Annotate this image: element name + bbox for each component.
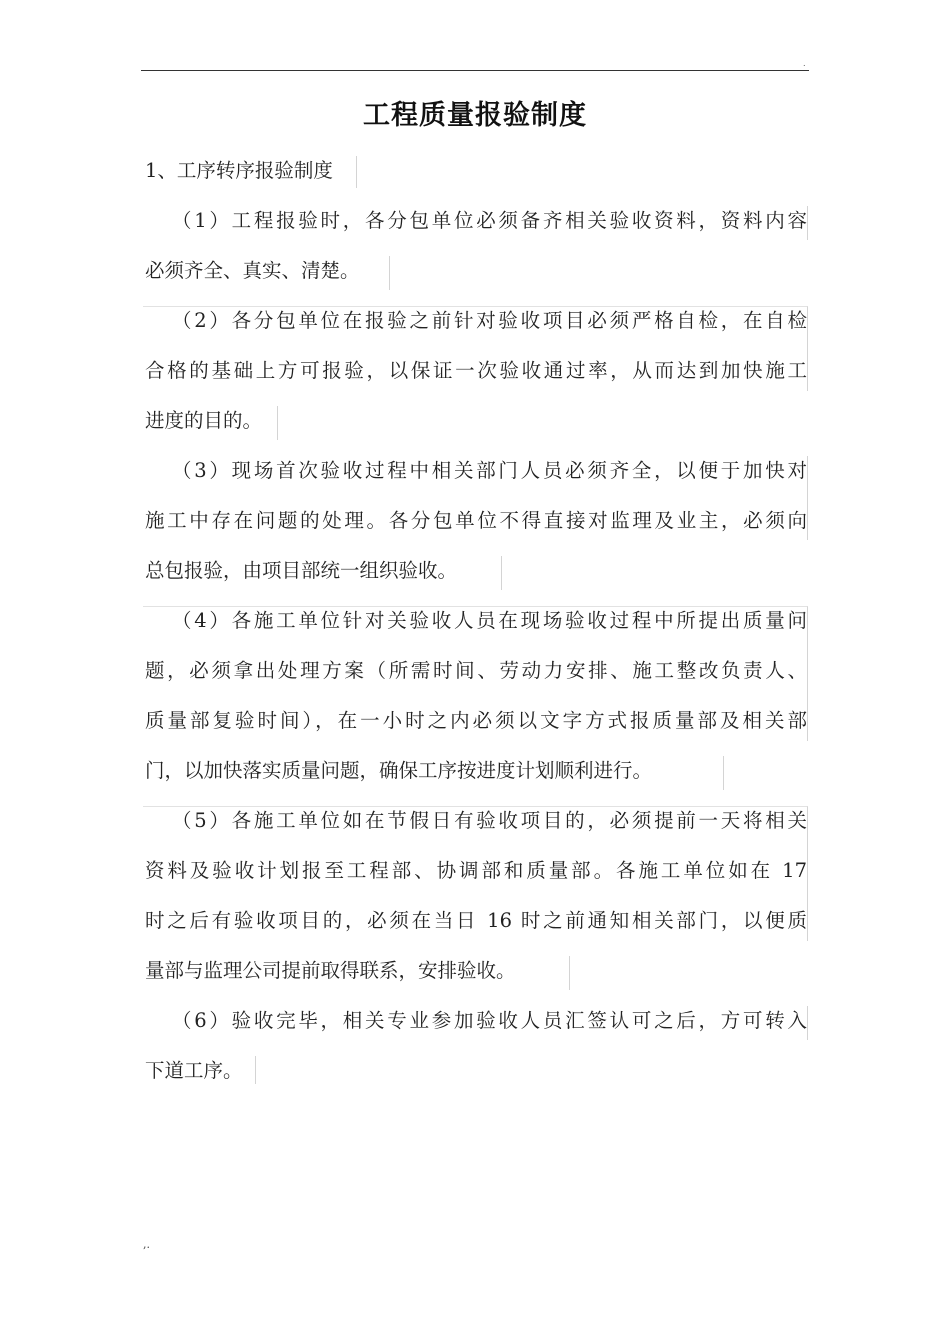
paragraph-line: 下道工序。 bbox=[145, 1059, 243, 1082]
paragraph-line: 题，必须拿出处理方案（所需时间、劳动力安排、施工整改负责人、 bbox=[145, 659, 807, 682]
header-mark: . bbox=[803, 59, 806, 68]
paragraph-line: 总包报验，由项目部统一组织验收。 bbox=[145, 559, 458, 582]
paragraph-line: （1）工程报验时，各分包单位必须备齐相关验收资料，资料内容 bbox=[172, 209, 807, 232]
footer-mark: ,. bbox=[143, 1238, 150, 1251]
paragraph-line: 资料及验收计划报至工程部、协调部和质量部。各施工单位如在 17 bbox=[145, 859, 807, 882]
paragraph-line: （3）现场首次验收过程中相关部门人员必须齐全，以便于加快对 bbox=[172, 459, 807, 482]
paragraph-line: 进度的目的。 bbox=[145, 409, 263, 432]
paragraph-line: （2）各分包单位在报验之前针对验收项目必须严格自检，在自检 bbox=[172, 309, 807, 332]
paragraph-line: 量部与监理公司提前取得联系，安排验收。 bbox=[145, 959, 516, 982]
paragraph-line: 质量部复验时间），在一小时之内必须以文字方式报质量部及相关部 bbox=[145, 709, 807, 732]
document-title: 工程质量报验制度 bbox=[363, 100, 587, 131]
paragraph-line: （5）各施工单位如在节假日有验收项目的，必须提前一天将相关 bbox=[172, 809, 807, 832]
paragraph-line: 施工中存在问题的处理。各分包单位不得直接对监理及业主，必须向 bbox=[145, 509, 807, 532]
paragraph-line: 门，以加快落实质量问题，确保工序按进度计划顺利进行。 bbox=[145, 759, 653, 782]
section-heading: 1、工序转序报验制度 bbox=[145, 159, 333, 182]
paragraph-line: （6）验收完毕，相关专业参加验收人员汇签认可之后，方可转入 bbox=[172, 1009, 807, 1032]
paragraph-line: 合格的基础上方可报验，以保证一次验收通过率，从而达到加快施工 bbox=[145, 359, 807, 382]
paragraph-line: 必须齐全、真实、清楚。 bbox=[145, 259, 360, 282]
header-rule bbox=[141, 70, 809, 71]
paragraph-line: 时之后有验收项目的，必须在当日 16 时之前通知相关部门，以便质 bbox=[145, 909, 807, 932]
paragraph-line: （4）各施工单位针对关验收人员在现场验收过程中所提出质量问 bbox=[172, 609, 807, 632]
